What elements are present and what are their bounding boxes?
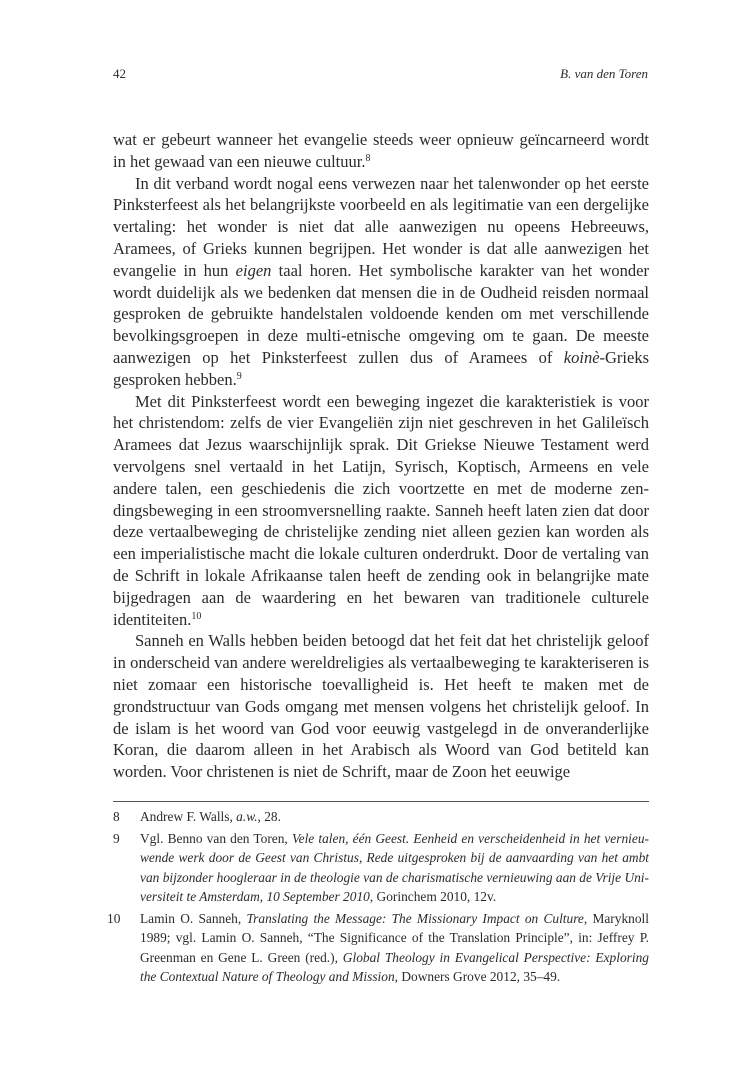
paragraph-4: Sanneh en Walls hebben beiden betoogd dat het feit dat het christelijk geloof in onderscheid van andere wereldreligies als vertaalbeweging te karakteriseren is niet zomaar een historische toevalligheid is. Het heeft te maken met de grondstructuur van Gods omgang met mensen volgens het christelijk geloof. In de islam is het woord van God voor eeuwig vastgelegd in de onveranderlijke Koran, die daarom alleen in het Arabisch als Woord van God betiteld kan worden. Voor christenen is niet de Schrift, maar de Zoon het eeuwige — [113, 631, 649, 782]
page-number: 42 — [113, 66, 126, 81]
footnote-9: 9 Vgl. Benno van den Toren, Vele talen, één Geest. Eenheid en verscheidenheid in het vernieuwende werk door de Geest van Christus, Rede uitgesproken bij de aanvaarding van het ambt van bijzonder hoogleraar in de theologie van de charismatische vernieuwing aan de Vrije Universiteit te Amsterdam, 10 September 2010, Gorinchem 2010, 12v. — [113, 830, 649, 904]
footnotes — [107, 807, 649, 989]
footnote-ref-8[interactable]: 8 — [365, 152, 371, 164]
running-head-author: B. van den Toren — [560, 66, 648, 81]
emphasis-koine: koinè — [563, 347, 600, 367]
main-text — [113, 129, 649, 783]
paragraph-3: Met dit Pinksterfeest wordt een beweging ingezet die karakteristiek is voor het christendom: zelfs de vier Evangeliën zijn niet geschreven in het Galileïsch Aramees dat Jezus waarschijnlijk sprak. Dit Griekse Nieuwe Testament werd vervolgens snel vertaald in het Latijn, Syrisch, Koptisch, Armeens en vele andere talen, een geschiedenis die zich voortzette en met de moderne zendingsbeweging in een stroomversnelling raakte. Sanneh heeft laten zien dat door deze vertaalbeweging de christelijke zending niet alleen gezien kan worden als een imperialistische macht die lokale culturen onderdrukt. Door de vertaling van de Schrift in lokale Afrikaanse talen heeft de zending ook in belangrijke mate bijgedragen aan de waardering en het bewaren van traditionele culturele identiteiten.$^{10}$ — [113, 391, 649, 629]
footnote-ref-10[interactable]: 10 — [191, 610, 202, 622]
paragraph-2: In dit verband wordt nogal eens verwezen naar het talenwonder op het eerste Pinksterfeest als het belangrijkste voorbeeld en als legitimatie van een dergelijke vertaling: het wonder is niet dat alle aanwezigen nu opeens Hebreeuws, Aramees, of Grieks kunnen begrijpen. Het wonder is dat alle aanwezigen het evangelie in hun eigen taal horen. Het symbolische karakter van het wonder wordt duidelijk als we bedenken dat mensen die in de Oudheid reisden normaal gesproken de gebruikte handelstalen voldoende kenden om met verschillende bevolkingsgroepen in deze multi-etnische omgeving om te gaan. De meeste aanwezigen op het Pinksterfeest zullen dus of Aramees of koinè-Grieks gesproken hebben.$^9$ — [113, 173, 649, 389]
emphasis-eigen: eigen — [235, 260, 272, 280]
paragraph-1: wat er gebeurt wanneer het evangelie steeds weer opnieuw geïncarneerd wordt in het gewaad van een nieuwe cultuur.$^8$ — [113, 130, 649, 171]
running-head — [113, 64, 648, 84]
footnote-number: 8 — [113, 809, 120, 824]
footnote-ref-9[interactable]: 9 — [236, 370, 242, 382]
footnote-8: 8 Andrew F. Walls, a.w., 28. — [113, 807, 649, 827]
footnote-divider — [113, 801, 649, 802]
footnote-number: 10 — [107, 910, 121, 926]
footnote-number: 9 — [113, 830, 120, 846]
footnote-10: 10 Lamin O. Sanneh, Translating the Message: The Missionary Impact on Culture, Maryknoll 1989; vgl. Lamin O. Sanneh, “The Significance of the Translation Principle”, in: Jeffrey P. Greenman en Gene L. Green (red.), Global Theology in Evangelical Perspective: Exploring the Contextual Nature of Theology and Mission, Downers Grove 2012, 35–49. — [107, 910, 649, 984]
